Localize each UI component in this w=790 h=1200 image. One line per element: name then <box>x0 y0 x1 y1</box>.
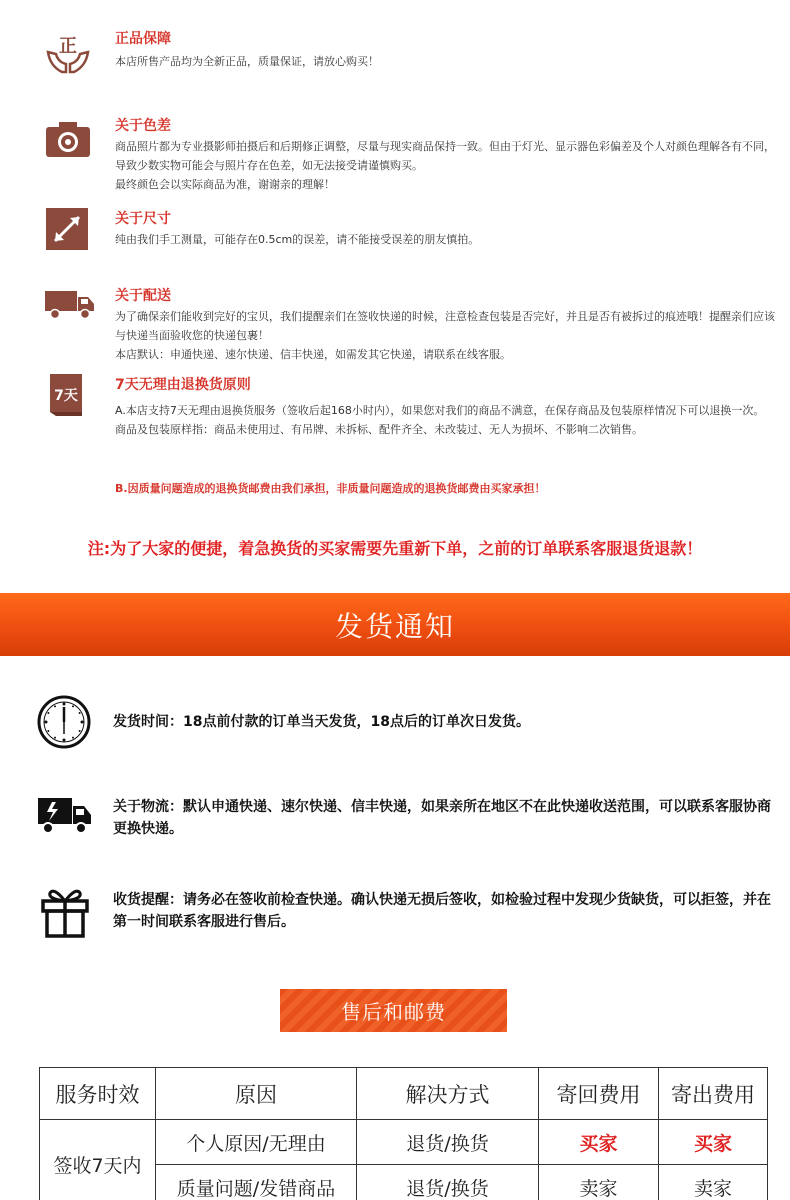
header-return-fee: 寄回费用 <box>539 1068 659 1120</box>
camera-icon <box>44 117 92 163</box>
header-solution: 解决方式 <box>357 1068 539 1120</box>
fees-table <box>39 1067 768 1200</box>
header-reason: 原因 <box>156 1068 357 1120</box>
policy-line: 商品照片都为专业摄影师拍摄后和后期修正调整，尽量与现实商品保持一致。但由于灯光、显示器色彩偏差及个人对颜色理解各有不同，导致少数实物可能会与照片存在色差，如无法接受请谨慎购买。 <box>115 140 775 172</box>
seven-day-calendar-icon <box>48 372 84 416</box>
policy-desc <box>115 401 775 439</box>
send-fee-cell: 买家 <box>659 1120 768 1165</box>
policy-desc <box>115 230 775 249</box>
policy-title: 正品保障 <box>115 31 171 47</box>
table-header-row <box>40 1068 768 1120</box>
solution-cell: 退货/换货 <box>357 1120 539 1165</box>
note-reorder: 注:为了大家的便捷，着急换货的买家需要先重新下单，之前的订单联系客服退货退款！ <box>87 539 703 558</box>
policy-line: A.本店支持7天无理由退换货服务（签收后起168小时内），如果您对我们的商品不满意，在保存商品及包装原样情况下可以退换一次。商品及包装原样指：商品未使用过、有吊牌、未拆标、配件齐全、未改装过、无人为损坏、不影响二次销售。 <box>115 404 765 436</box>
section-title: 售后和邮费 <box>341 1000 446 1024</box>
policy-line: 为了确保亲们能收到完好的宝贝，我们提醒亲们在签收快递的时候，注意检查包装是否完好，并且是否有被拆过的痕迹哦！提醒亲们应该与快递当面验收您的快递包裹！ <box>115 310 775 342</box>
policy-line: 本店默认：申通快递、速尔快递、信丰快递，如需发其它快递，请联系在线客服。 <box>115 348 511 361</box>
resize-arrow-icon <box>44 206 92 252</box>
policy-title: 关于色差 <box>115 118 171 134</box>
return-fee-cell: 买家 <box>539 1120 659 1165</box>
svg-text:7天: 7天 <box>54 388 78 404</box>
shipping-notice-banner <box>0 593 790 656</box>
header-send-fee: 寄出费用 <box>659 1068 768 1120</box>
send-fee-cell: 卖家 <box>659 1165 768 1200</box>
gift-icon <box>40 885 90 939</box>
svg-text:正: 正 <box>59 36 77 57</box>
after-sales-section-title <box>280 989 507 1032</box>
receipt-reminder-text: 收货提醒：请务必在签收前检查快递。确认快递无损后签收，如检验过程中发现少货缺货，可以拒签，并在第一时间联系客服进行售后。 <box>113 892 771 930</box>
policy-line: 最终颜色会以实际商品为准，谢谢亲的理解！ <box>115 178 335 191</box>
header-period: 服务时效 <box>40 1068 156 1120</box>
solution-cell: 退货/换货 <box>357 1165 539 1200</box>
delivery-truck-icon <box>44 283 96 329</box>
banner-title: 发货通知 <box>334 609 455 643</box>
reason-cell: 个人原因/无理由 <box>156 1120 357 1165</box>
table-row <box>40 1120 768 1165</box>
policy-title: 关于尺寸 <box>115 211 171 227</box>
policy-title: 关于配送 <box>115 288 171 304</box>
policy-desc <box>115 52 775 71</box>
logistics-text: 关于物流：默认申通快递、速尔快递、信丰快递，如果亲所在地区不在此快递收送范围，可以联系客服协商更换快递。 <box>113 799 771 837</box>
policy-desc <box>115 307 775 364</box>
reason-cell: 质量问题/发错商品 <box>156 1165 357 1200</box>
policy-line: 纯由我们手工测量，可能存在0.5cm的误差，请不能接受误差的朋友慎拍。 <box>115 233 480 246</box>
clock-icon <box>36 694 92 750</box>
policy-line: 本店所售产品均为全新正品，质量保证，请放心购买！ <box>115 55 379 68</box>
fast-truck-icon <box>36 794 92 850</box>
genuine-hands-icon <box>44 30 92 76</box>
period-cell: 签收7天内 <box>40 1120 156 1200</box>
shipping-time-text: 发货时间：18点前付款的订单当天发货，18点后的订单次日发货。 <box>113 714 530 730</box>
policy-desc <box>115 137 775 194</box>
note-shipping-fee: B.因质量问题造成的退换货邮费由我们承担，非质量问题造成的退换货邮费由买家承担！ <box>115 482 546 495</box>
policy-title: 7天无理由退换货原则 <box>115 377 251 393</box>
return-fee-cell: 卖家 <box>539 1165 659 1200</box>
